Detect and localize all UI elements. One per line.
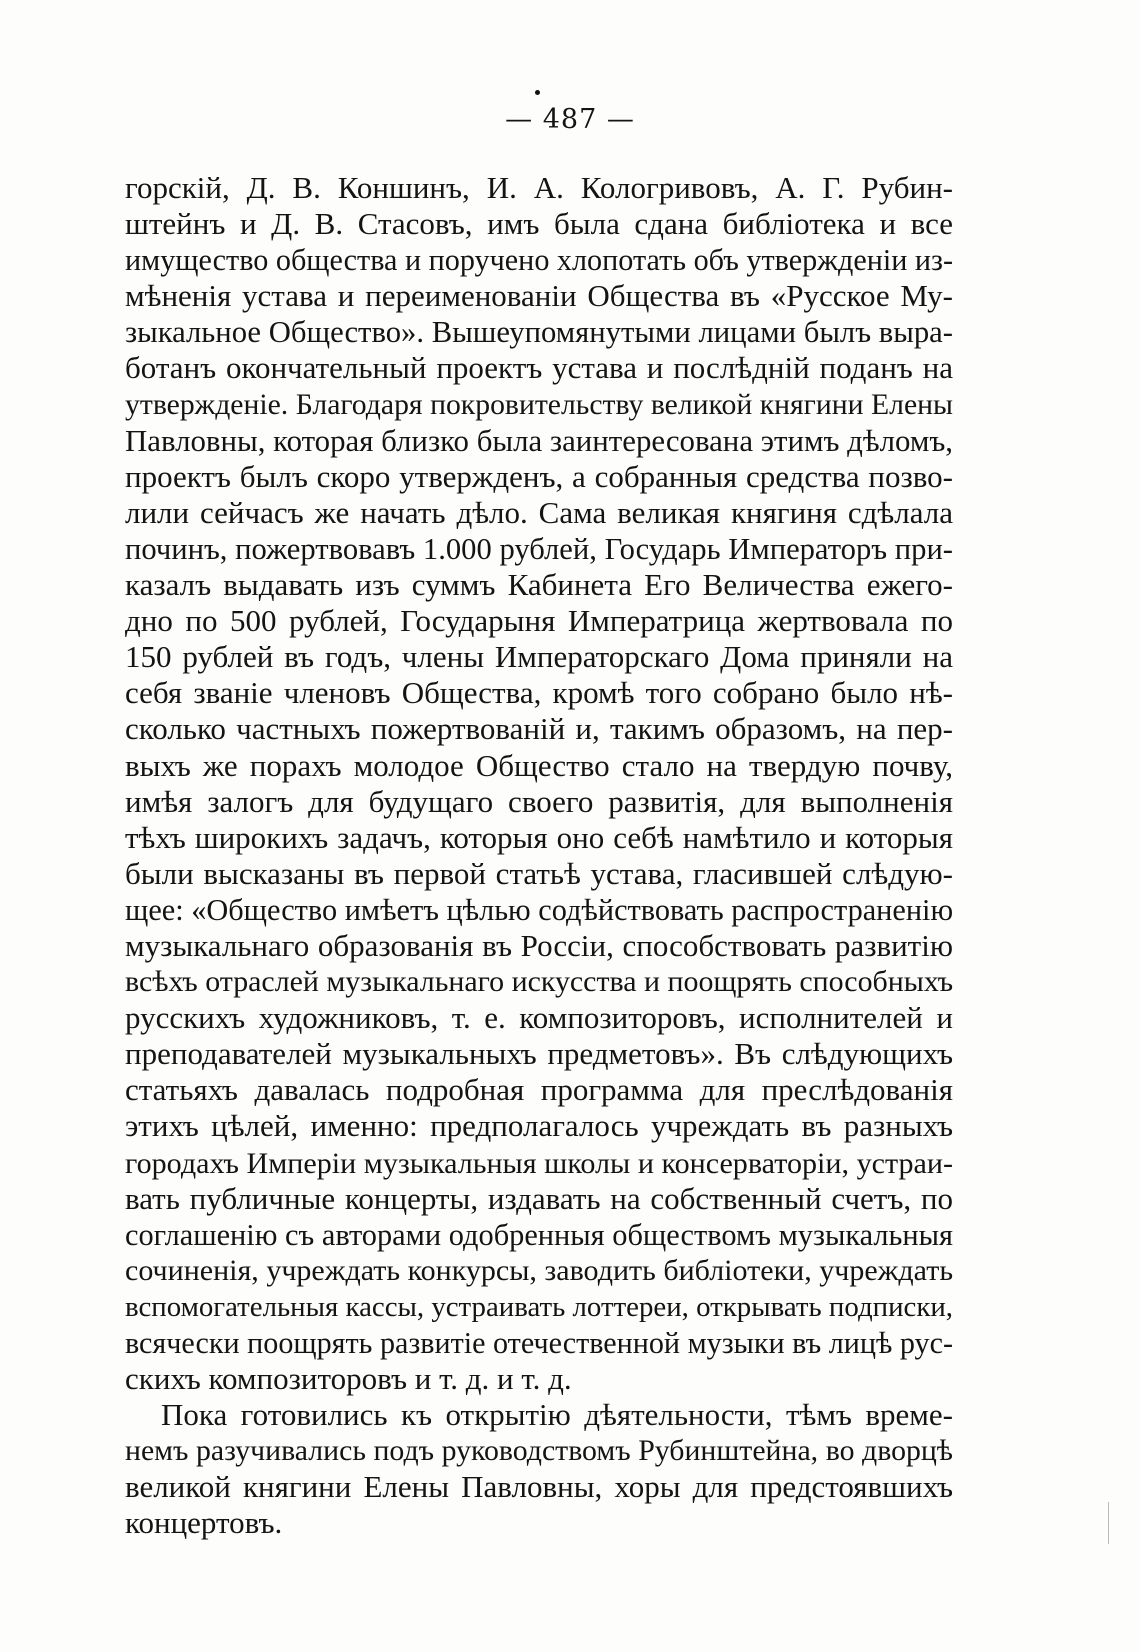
text-line: проектъ былъ скоро утвержденъ, а собранныя средства позво- [125, 458, 953, 494]
ink-speck [535, 90, 540, 95]
text-line: зыкальное Общество». Вышеупомянутыми лицами былъ выра- [125, 315, 953, 350]
text-line: казалъ выдавать изъ суммъ Кабинета Его Величества ежего- [125, 567, 953, 603]
text-line: имущество общества и поручено хлопотать объ утвержденіи из- [125, 243, 954, 278]
text-line: скихъ композиторовъ и т. д. и т. д. [125, 1361, 572, 1397]
text-line: Пока готовились къ открытію дѣятельности, тѣмъ време- [161, 1397, 953, 1433]
text-line: этихъ цѣлей, именно: предполагалось учреждать въ разныхъ [125, 1108, 953, 1144]
text-line: вспомогательныя кассы, устраивать лоттереи, открывать подписки, [125, 1290, 954, 1323]
body-text [125, 170, 953, 1542]
text-line: тѣхъ широкихъ задачъ, которыя оно себѣ намѣтило и которыя [125, 819, 953, 855]
text-line: всѣхъ отраслей музыкальнаго искусства и поощрять способныхъ [125, 965, 954, 999]
text-line: русскихъ художниковъ, т. е. композиторовъ, исполнителей и [125, 1000, 953, 1036]
text-line: преподавателей музыкальныхъ предметовъ». Въ слѣдующихъ [125, 1036, 953, 1072]
text-line: Павловны, которая близко была заинтересована этимъ дѣломъ, [125, 423, 953, 458]
text-line: всячески поощрять развитіе отечественной музыки въ лицѣ рус- [125, 1326, 953, 1360]
text-line: себя званіе членовъ Общества, кромѣ того собрано было нѣ- [125, 675, 953, 711]
text-line: 150 рублей въ годъ, члены Императорскаго Дома приняли на [125, 639, 953, 675]
text-line: сочиненія, учреждать конкурсы, заводить библіотеки, учреждать [125, 1253, 954, 1287]
scan-margin-mark [1108, 1502, 1109, 1544]
text-line: горскій, Д. В. Коншинъ, И. А. Кологривовъ, А. Г. Рубин- [125, 170, 953, 205]
paragraph-2 [125, 1397, 953, 1541]
text-line: музыкальнаго образованія въ Россіи, способствовать развитію [125, 927, 953, 963]
text-line: концертовъ. [125, 1505, 283, 1541]
text-line: городахъ Имперіи музыкальныя школы и консерваторіи, устраи- [125, 1145, 953, 1180]
text-line: выхъ же порахъ молодое Общество стало на твердую почву, [125, 747, 953, 783]
text-line: штейнъ и Д. В. Стасовъ, имъ была сдана библіотека и все [125, 206, 953, 242]
text-line: соглашенію съ авторами одобренныя обществомъ музыкальныя [125, 1217, 953, 1252]
text-line: великой княгини Елены Павловны, хоры для предстоявшихъ [125, 1469, 953, 1505]
text-line: имѣя залогъ для будущаго своего развитія, для выполненія [125, 783, 953, 819]
text-line: щее: «Общество имѣетъ цѣлью содѣйствовать распространенію [125, 892, 954, 927]
text-line: мѣненія устава и переименованіи Общества въ «Русское Му- [125, 278, 953, 314]
text-line: были высказаны въ первой статьѣ устава, гласившей слѣдую- [125, 855, 953, 891]
text-line: починъ, пожертвовавъ 1.000 рублей, Государь Императоръ при- [125, 531, 953, 566]
text-line: немъ разучивались подъ руководствомъ Рубинштейна, во дворцѣ [125, 1434, 953, 1468]
text-line: лили сейчасъ же начать дѣло. Сама великая княгиня сдѣлала [125, 494, 953, 530]
paragraph-1 [125, 170, 953, 1397]
text-line: сколько частныхъ пожертвованій и, такимъ образомъ, на пер- [125, 711, 953, 747]
text-line: дно по 500 рублей, Государыня Императрица жертвовала по [125, 603, 953, 639]
text-line: утвержденіе. Благодаря покровительству великой княгини Елены [125, 388, 953, 421]
text-line: статьяхъ давалась подробная программа для преслѣдованія [125, 1072, 953, 1108]
text-line: ботанъ окончательный проектъ устава и послѣдній поданъ на [125, 350, 953, 386]
text-line: вать публичные концерты, издавать на собственный счетъ, по [125, 1180, 953, 1216]
page-number: — 487 — [505, 104, 635, 135]
